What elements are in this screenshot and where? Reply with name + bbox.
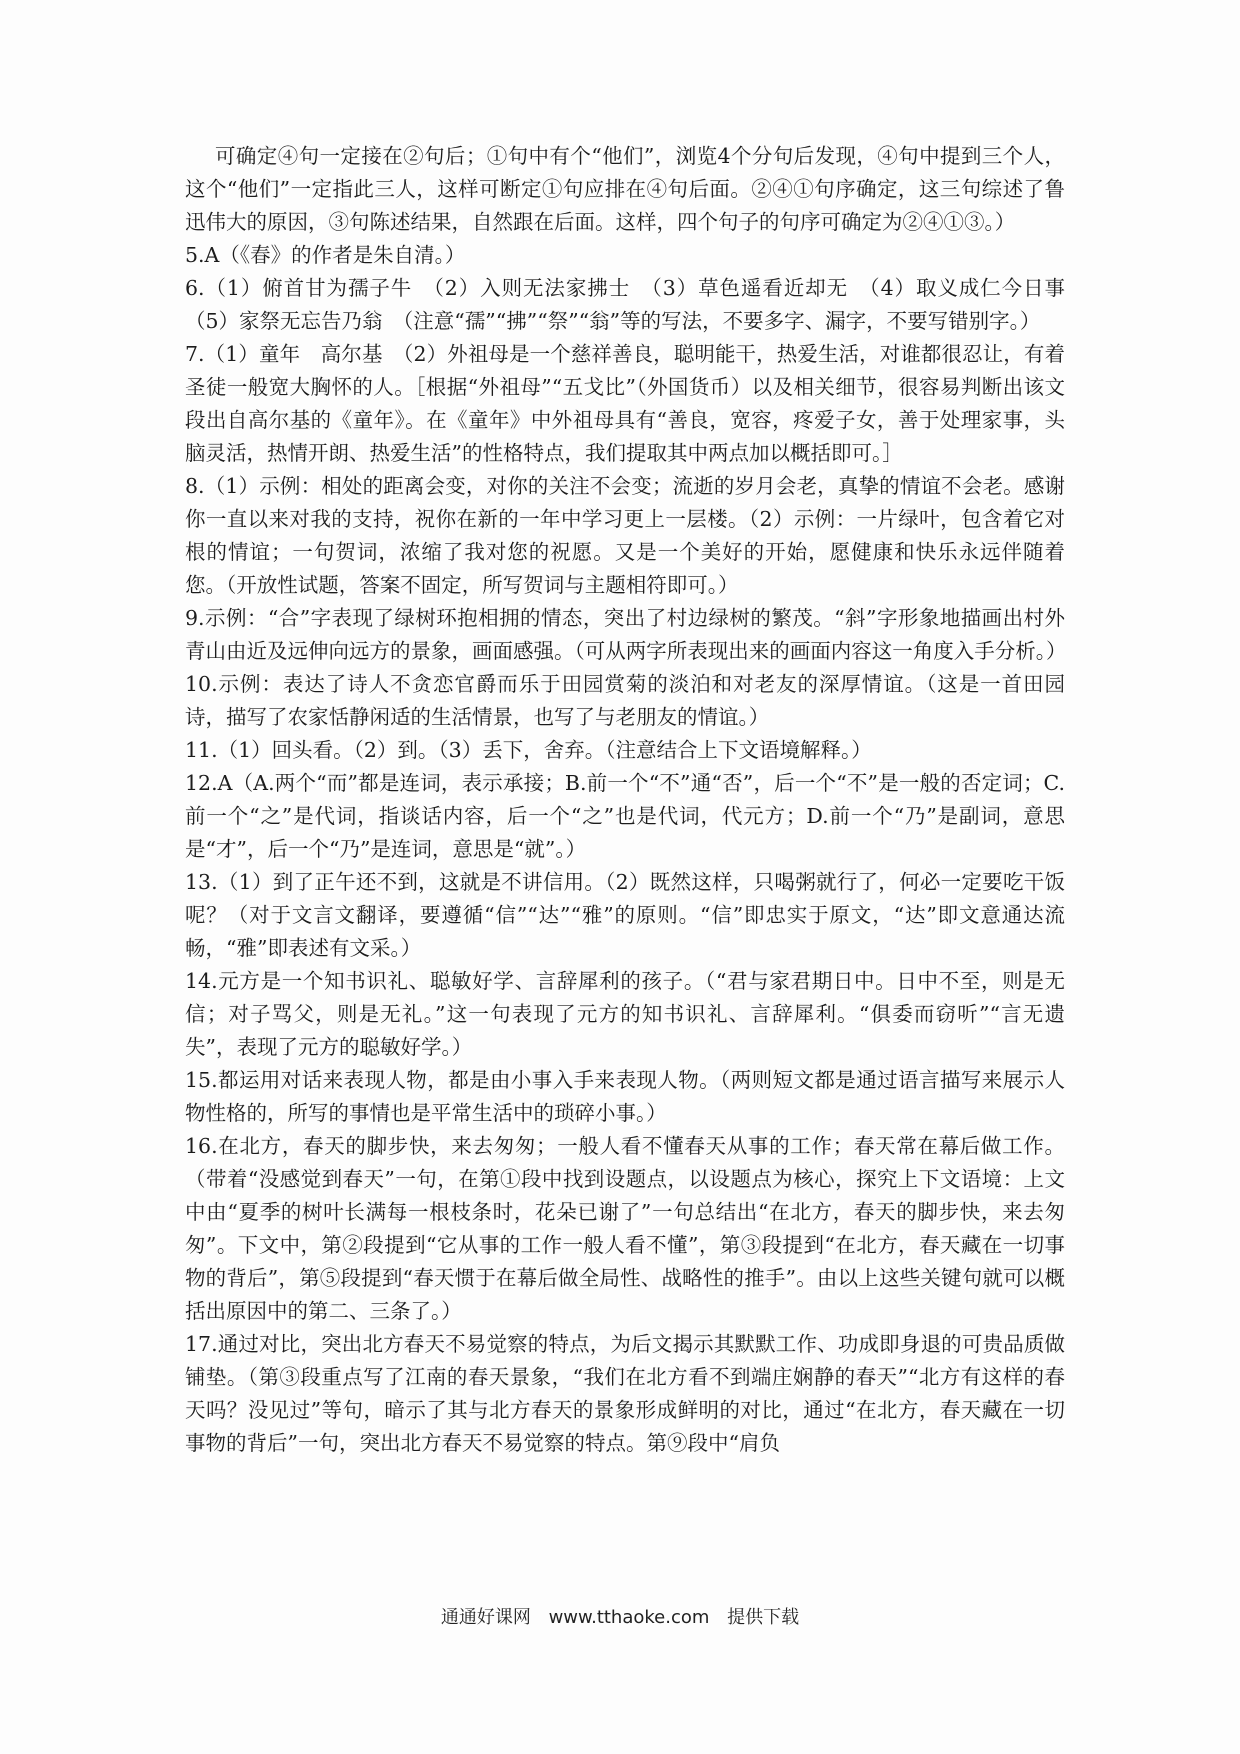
footer-url: www.tthaoke.com xyxy=(548,1607,710,1628)
answer-text xyxy=(185,140,1086,1460)
answer-9: 9.示例：“合”字表现了绿树环抱相拥的情态，突出了村边绿树的繁茂。“斜”字形象地描画出村外青山由近及远伸向远方的景象，画面感强。（可从两字所表现出来的画面内容这一角度入手分析。） xyxy=(185,606,1067,663)
answer-13: 13.（1）到了正午还不到，这就是不讲信用。（2）既然这样，只喝粥就行了，何必一定要吃干饭呢？（对于文言文翻译，要遵循“信”“达”“雅”的原则。“信”即忠实于原文，“达”即文意通达流畅，“雅”即表述有文采。） xyxy=(185,870,1065,960)
answer-14: 14.元方是一个知书识礼、聪敏好学、言辞犀利的孩子。（“君与家君期日中。日中不至，则是无信；对子骂父，则是无礼。”这一句表现了元方的知书识礼、言辞犀利。“俱委而窃听”“言无遗失”，表现了元方的聪敏好学。） xyxy=(185,969,1065,1059)
answer-7: 7.（1）童年 高尔基 （2）外祖母是一个慈祥善良，聪明能干，热爱生活，对谁都很忍让，有着圣徒一般宽大胸怀的人。［根据“外祖母”“五戈比”（外国货币）以及相关细节，很容易判断出该文段出自高尔基的《童年》。在《童年》中外祖母具有“善良，宽容，疼爱子女，善于处理家事，头脑灵活，热情开朗、热爱生活”的性格特点，我们提取其中两点加以概括即可。］ xyxy=(185,342,1065,465)
answer-17: 17.通过对比，突出北方春天不易觉察的特点，为后文揭示其默默工作、功成即身退的可贵品质做铺垫。（第③段重点写了江南的春天景象，“我们在北方看不到端庄娴静的春天”“北方有这样的春天吗？没见过”等句，暗示了其与北方春天的景象形成鲜明的对比，通过“在北方，春天藏在一切事物的背后”一句，突出北方春天不易觉察的特点。第⑨段中“肩负 xyxy=(185,1332,1065,1455)
answer-11: 11.（1）回头看。（2）到。（3）丢下，舍弃。（注意结合上下文语境解释。） xyxy=(185,738,872,762)
footer-note: 提供下载 xyxy=(727,1607,800,1628)
answer-16: 16.在北方，春天的脚步快，来去匆匆；一般人看不懂春天从事的工作；春天常在幕后做工作。（带着“没感觉到春天”一句，在第①段中找到设题点，以设题点为核心，探究上下文语境：上文中由“夏季的树叶长满每一根枝条时，花朵已谢了”一句总结出“在北方，春天的脚步快，来去匆匆”。下文中，第②段提到“它从事的工作一般人看不懂”，第③段提到“在北方，春天藏在一切事物的背后”，第⑤段提到“春天惯于在幕后做全局性、战略性的推手”。由以上这些关键句就可以概括出原因中的第二、三条了。） xyxy=(185,1134,1065,1323)
answer-6: 6.（1）俯首甘为孺子牛 （2）入则无法家拂士 （3）草色遥看近却无 （4）取义成仁今日事 （5）家祭无忘告乃翁 （注意“孺”“拂”“祭”“翁”等的写法，不要多字、漏字，不要写错别字。） xyxy=(185,276,1086,333)
answer-5: 5.A（《春》的作者是朱自清。） xyxy=(185,243,466,267)
footer-site-name: 通通好课网 xyxy=(440,1607,531,1628)
answer-10: 10.示例：表达了诗人不贪恋官爵而乐于田园赏菊的淡泊和对老友的深厚情谊。（这是一首田园诗，描写了农家恬静闲适的生活情景，也写了与老朋友的情谊。） xyxy=(185,672,1065,729)
page-footer xyxy=(0,1603,1240,1629)
paragraph-continuation: 可确定④句一定接在②句后；①句中有个“他们”，浏览4个分句后发现，④句中提到三个人，这个“他们”一定指此三人，这样可断定①句应排在④句后面。②④①句序确定，这三句综述了鲁迅伟大的原因，③句陈述结果，自然跟在后面。这样，四个句子的句序可确定为②④①③。） xyxy=(185,144,1065,234)
answer-8: 8.（1）示例：相处的距离会变，对你的关注不会变；流逝的岁月会老，真挚的情谊不会老。感谢你一直以来对我的支持，祝你在新的一年中学习更上一层楼。（2）示例：一片绿叶，包含着它对根的情谊；一句贺词，浓缩了我对您的祝愿。又是一个美好的开始，愿健康和快乐永远伴随着您。（开放性试题，答案不固定，所写贺词与主题相符即可。） xyxy=(185,474,1065,597)
answer-12: 12.A（A.两个“而”都是连词，表示承接；B.前一个“不”通“否”，后一个“不”是一般的否定词；C.前一个“之”是代词，指谈话内容，后一个“之”也是代词，代元方；D.前一个“乃”是副词，意思是“才”，后一个“乃”是连词，意思是“就”。） xyxy=(185,771,1065,861)
answer-15: 15.都运用对话来表现人物，都是由小事入手来表现人物。（两则短文都是通过语言描写来展示人物性格的，所写的事情也是平常生活中的琐碎小事。） xyxy=(185,1068,1065,1125)
